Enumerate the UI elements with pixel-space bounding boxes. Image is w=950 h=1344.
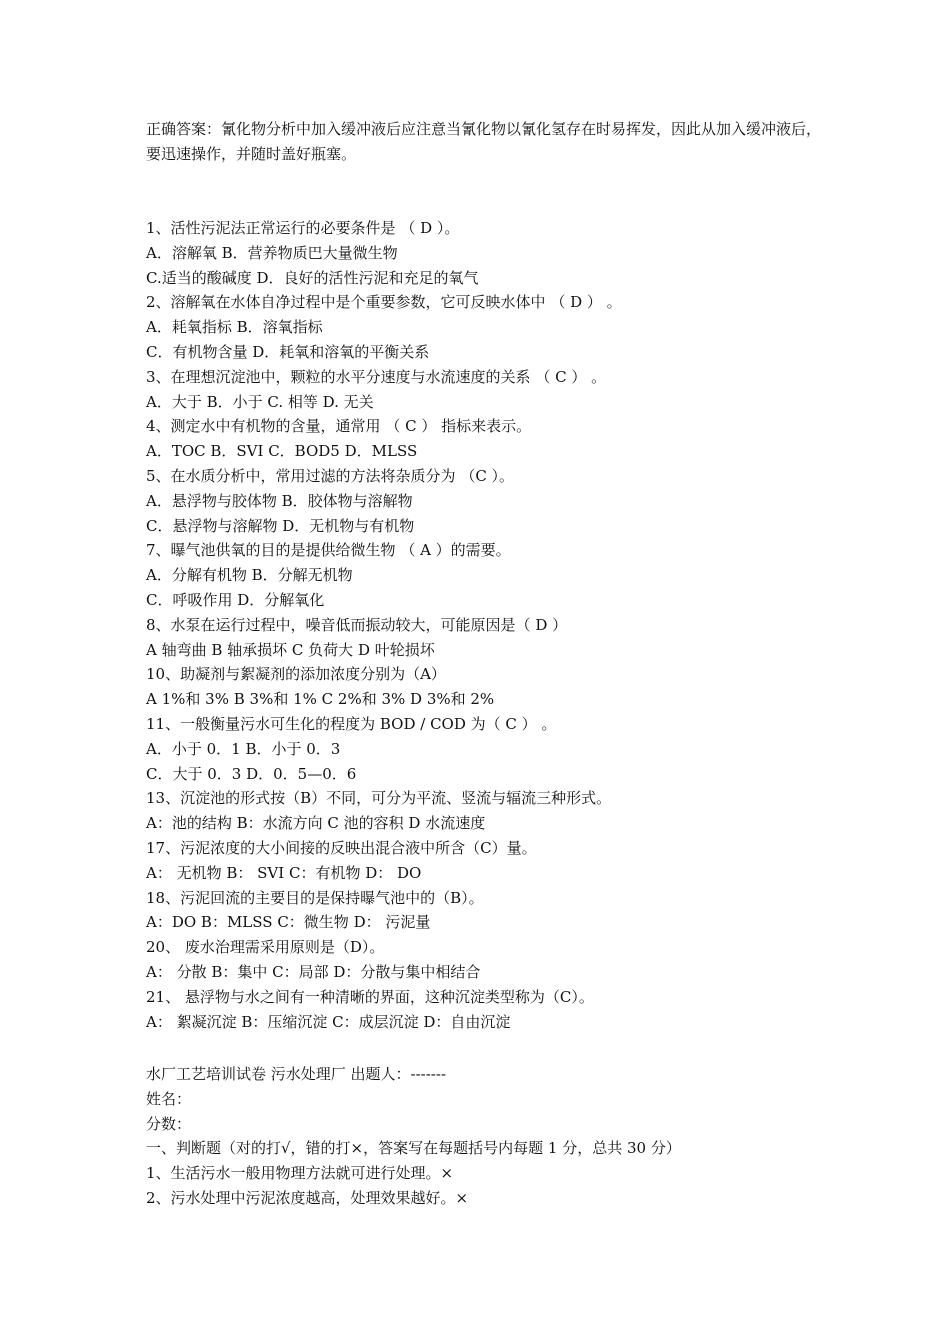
question-line: 11、一般衡量污水可生化的程度为 BOD / COD 为（ C ） 。	[146, 714, 557, 733]
question-line: 18、污泥回流的主要目的是保持曝气池中的（B）。	[146, 888, 484, 907]
exam-item: 2、污水处理中污泥浓度越高，处理效果越好。×	[146, 1188, 469, 1207]
question-line: C．大于 0．3 D．0．5—0．6	[146, 764, 357, 783]
question-line: A：DO B：MLSS C：微生物 D： 污泥量	[146, 913, 431, 932]
question-line: 3、在理想沉淀池中，颗粒的水平分速度与水流速度的关系 （ C ） 。	[146, 367, 607, 386]
answer-paragraph: 正确答案：氰化物分析中加入缓冲液后应注意当氰化物以氰化氢存在时易挥发，因此从加入缓冲液后，要迅速操作，并随时盖好瓶塞。	[146, 120, 822, 163]
section-title: 一、判断题（对的打√，错的打×，答案写在每题括号内每题 1 分，总共 30 分）	[146, 1139, 681, 1158]
question-line: C．悬浮物与溶解物 D．无机物与有机物	[146, 516, 415, 535]
question-line: 8、水泵在运行过程中，噪音低而振动较大，可能原因是（ D ）	[146, 615, 568, 634]
question-line: A 轴弯曲 B 轴承损坏 C 负荷大 D 叶轮损坏	[146, 640, 435, 659]
question-line: A．溶解氧 B．营养物质巴大量微生物	[146, 243, 398, 262]
question-line: 20、 废水治理需采用原则是（D）。	[146, 938, 385, 957]
question-line: A．小于 0．1 B．小于 0．3	[146, 739, 341, 758]
exam-section	[146, 1062, 846, 1211]
question-line: 5、在水质分析中，常用过滤的方法将杂质分为 （C ）。	[146, 466, 515, 485]
question-line: A： 分散 B：集中 C：局部 D：分散与集中相结合	[146, 962, 481, 981]
exam-item: 1、生活污水一般用物理方法就可进行处理。×	[146, 1164, 454, 1183]
question-line: A 1%和 3% B 3%和 1% C 2%和 3% D 3%和 2%	[146, 690, 495, 709]
question-line: A．TOC B．SVI C．BOD5 D．MLSS	[146, 442, 418, 461]
question-line: A： 无机物 B： SVI C：有机物 D： DO	[146, 863, 422, 882]
name-label: 姓名：	[146, 1089, 192, 1108]
question-line: C.适当的酸碱度 D．良好的活性污泥和充足的氧气	[146, 268, 479, 287]
question-line: A．耗氧指标 B．溶氧指标	[146, 318, 323, 337]
question-line: A．大于 B．小于 C. 相等 D. 无关	[146, 392, 374, 411]
question-line: C．有机物含量 D．耗氧和溶氧的平衡关系	[146, 342, 430, 361]
question-line: 2、溶解氧在水体自净过程中是个重要参数，它可反映水体中 （ D ） 。	[146, 293, 622, 312]
question-line: A： 絮凝沉淀 B：压缩沉淀 C：成层沉淀 D：自由沉淀	[146, 1012, 511, 1031]
question-line: A．分解有机物 B．分解无机物	[146, 566, 353, 585]
question-line: 21、 悬浮物与水之间有一种清晰的界面，这种沉淀类型称为（C）。	[146, 987, 594, 1006]
question-line: 4、测定水中有机物的含量，通常用 （ C ） 指标来表示。	[146, 417, 532, 436]
question-line: A．悬浮物与胶体物 B．胶体物与溶解物	[146, 491, 413, 510]
question-line: 17、污泥浓度的大小间接的反映出混合液中所含（C）量。	[146, 838, 537, 857]
score-label: 分数：	[146, 1114, 192, 1133]
question-line: 13、沉淀池的形式按（B）不同，可分为平流、竖流与辐流三种形式。	[146, 789, 612, 808]
question-line: C．呼吸作用 D．分解氧化	[146, 590, 325, 609]
question-list	[146, 216, 846, 1034]
question-line: 7、曝气池供氧的目的是提供给微生物 （ A ）的需要。	[146, 541, 511, 560]
question-line: A：池的结构 B：水流方向 C 池的容积 D 水流速度	[146, 814, 486, 833]
question-line: 1、活性污泥法正常运行的必要条件是 （ D ）。	[146, 219, 460, 237]
question-line: 10、助凝剂与絮凝剂的添加浓度分别为（A）	[146, 665, 446, 684]
exam-header: 水厂工艺培训试卷 污水处理厂 出题人：-------	[146, 1065, 447, 1083]
